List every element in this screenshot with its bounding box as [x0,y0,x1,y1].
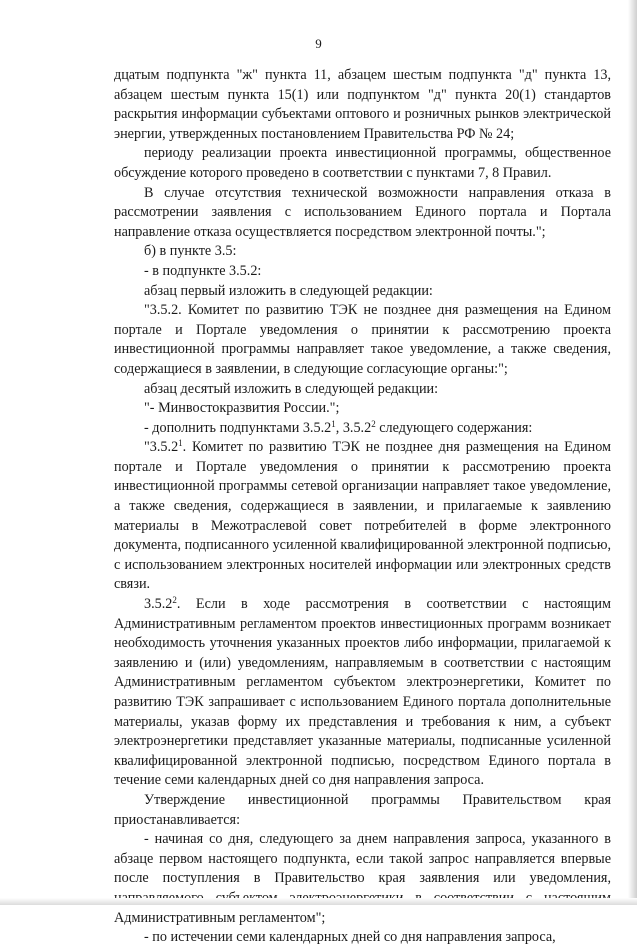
paragraph-add-subitems: - дополнить подпунктами 3.5.2$^1$, 3.5.2$^2$ следующего содержания: [144,418,533,436]
paragraph-suspension: Утверждение инвестиционной программы Правительством края приостанавливается: [114,791,611,828]
scan-bottom-shadow [0,898,637,905]
paragraph-minvostok: "- Минвостокразвития России."; [144,400,340,417]
page-number: 9 [315,36,322,51]
paragraph-continuation: дцатым подпункта "ж" пункта 11, абзацем шестым подпункта "д" пункта 13, абзацем шестым пункта 15(1) или подпунктом "д" пункта 20(1) стандартов раскрытия информации субъектами оптового и розничных рынков электрической энергии, утвержденных постановлением Правительства РФ № 24; [114,67,611,142]
scan-edge-shadow [628,0,637,905]
paragraph-3521: "3.5.2$^1$. Комитет по развитию ТЭК не позднее дня размещения на Едином портале и Портале уведомления о принятии к рассмотрению проекта инвестиционной программы сетевой организации направляет такое уведомление, а также сведения, содержащиеся в заявлении, и прилагаемые к заявлению материалы в Межотраслевой совет потребителей в форме электронного документа, подписанного усиленной квалифицированной электронной подписью, с использованием электронных носителей информации или электронных средств связи. [114,438,611,593]
paragraph-project-period: периоду реализации проекта инвестиционной программы, общественное обсуждение которого проведено в соответствии с пунктами 7, 8 Правил. [114,145,611,181]
paragraph-suspension-start: - начиная со дня, следующего за днем направления запроса, указанного в абзаце первом настоящего подпункта, если такой запрос направляется впервые после поступления в Правительство края заявления или уведомления, Административным регламентом"; [114,831,611,926]
paragraph-3522: 3.5.2$^2$. Если в ходе рассмотрения в соответствии с настоящим Административным регламентом проектов инвестиционных программ возникает необходимость уточнения указанных проектов либо информации, прилагаемой к заявлению и (или) уведомлениям, направляемым в соответствии с настоящим Административным регламентом субъектом электроэнергетики, Комитет по развитию ТЭК запрашивает с использованием Единого портала дополнительные материалы, указав форму их представления и требования к ним, а субъект электроэнергетики представляет указанные материалы, подписанные усиленной квалифицированной электронной подписью, посредством Единого портала в течение семи календарных дней со дня направления запроса. [114,595,611,789]
paragraph-subitem-352: - в подпункте 3.5.2: [144,262,262,279]
paragraph-item-b: б) в пункте 3.5: [144,243,237,260]
paragraph-352-text: "3.5.2. Комитет по развитию ТЭК не позднее дня размещения на Едином портале и Портале уведомления о принятии к рассмотрению проекта инвестиционной программы направляет такое уведомление, а также сведения, содержащиеся в заявлении, в следующие согласующие органы:"; [114,302,611,377]
paragraph-suspension-end: - по истечении семи календарных дней со дня направления запроса, [144,929,556,946]
paragraph-refusal-email: В случае отсутствия технической возможности направления отказа в рассмотрении заявления с использованием Единого портала и Портала направление отказа осуществляется посредством электронной почты."; [114,184,611,240]
document-body [114,66,611,948]
paragraph-tenth-abzac: абзац десятый изложить в следующей редакции: [144,380,439,397]
paragraph-first-abzac: абзац первый изложить в следующей редакции: [144,282,433,299]
